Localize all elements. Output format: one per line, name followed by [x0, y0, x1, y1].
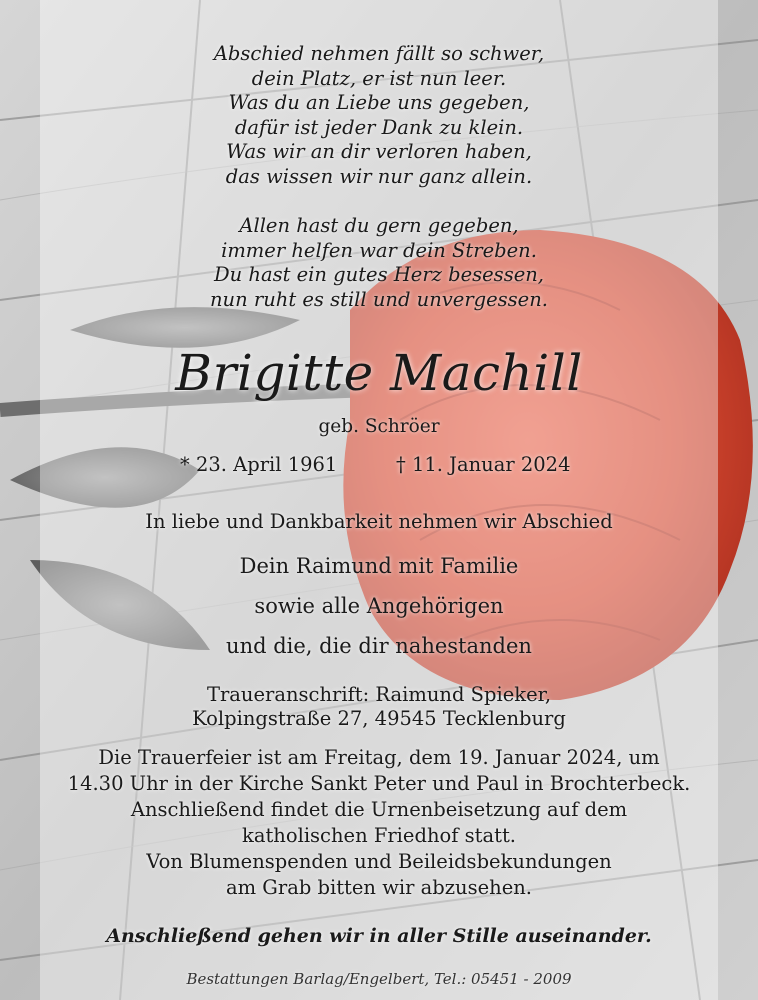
poem-line: nun ruht es still und unvergessen. [210, 287, 548, 311]
ceremony-line: 14.30 Uhr in der Kirche Sankt Peter und Paul in Brochterbeck. [67, 772, 691, 795]
address-line: Kolpingstraße 27, 49545 Tecklenburg [192, 707, 566, 730]
poem-line: dein Platz, er ist nun leer. [251, 66, 507, 90]
address-line: Traueranschrift: Raimund Spieker, [206, 683, 552, 706]
funeral-home-footer [0, 970, 758, 988]
closing-text: Anschließend gehen wir in aller Stille auseinander. [106, 925, 652, 947]
footer-text: Bestattungen Barlag/Engelbert, Tel.: 05451 - 2009 [186, 970, 572, 988]
poem-line: das wissen wir nur ganz allein. [225, 164, 533, 188]
death-date: † 11. Januar 2024 [396, 453, 571, 476]
closing-statement [0, 925, 758, 947]
ceremony-info [0, 745, 758, 901]
poem-line: Du hast ein gutes Herz besessen, [214, 263, 544, 286]
birth-name-text: geb. Schröer [318, 416, 440, 437]
ceremony-line: Die Trauerfeier ist am Freitag, dem 19. Januar 2024, um [98, 746, 660, 769]
birth-name [0, 416, 758, 437]
poem-line: Was du an Liebe uns gegeben, [228, 91, 530, 114]
poem-line: immer helfen war dein Streben. [221, 238, 537, 262]
mourning-address [0, 683, 758, 731]
ceremony-line: Von Blumenspenden und Beileidsbekundungen [146, 850, 612, 873]
farewell-intro-text: In liebe und Dankbarkeit nehmen wir Abschied [145, 510, 613, 533]
mourners-list [0, 546, 758, 666]
mourner-line: und die, die dir nahestanden [226, 634, 532, 658]
poem-line: Was wir an dir verloren haben, [226, 140, 532, 163]
birth-date: * 23. April 1961 [180, 453, 338, 476]
poem-stanza-2 [0, 214, 758, 312]
poem-line: dafür ist jeder Dank zu klein. [234, 115, 524, 139]
poem-stanza-1 [0, 42, 758, 189]
mourner-line: sowie alle Angehörigen [254, 594, 504, 618]
ceremony-line: katholischen Friedhof statt. [242, 824, 516, 847]
ceremony-line: Anschließend findet die Urnenbeisetzung auf dem [130, 798, 628, 821]
deceased-name: Brigitte Machill [175, 344, 583, 402]
poem-line: Abschied nehmen fällt so schwer, [213, 42, 545, 65]
mourner-line: Dein Raimund mit Familie [239, 554, 519, 578]
farewell-intro [0, 510, 758, 533]
poem-line: Allen hast du gern gegeben, [239, 214, 519, 237]
ceremony-line: am Grab bitten wir abzusehen. [225, 876, 532, 899]
